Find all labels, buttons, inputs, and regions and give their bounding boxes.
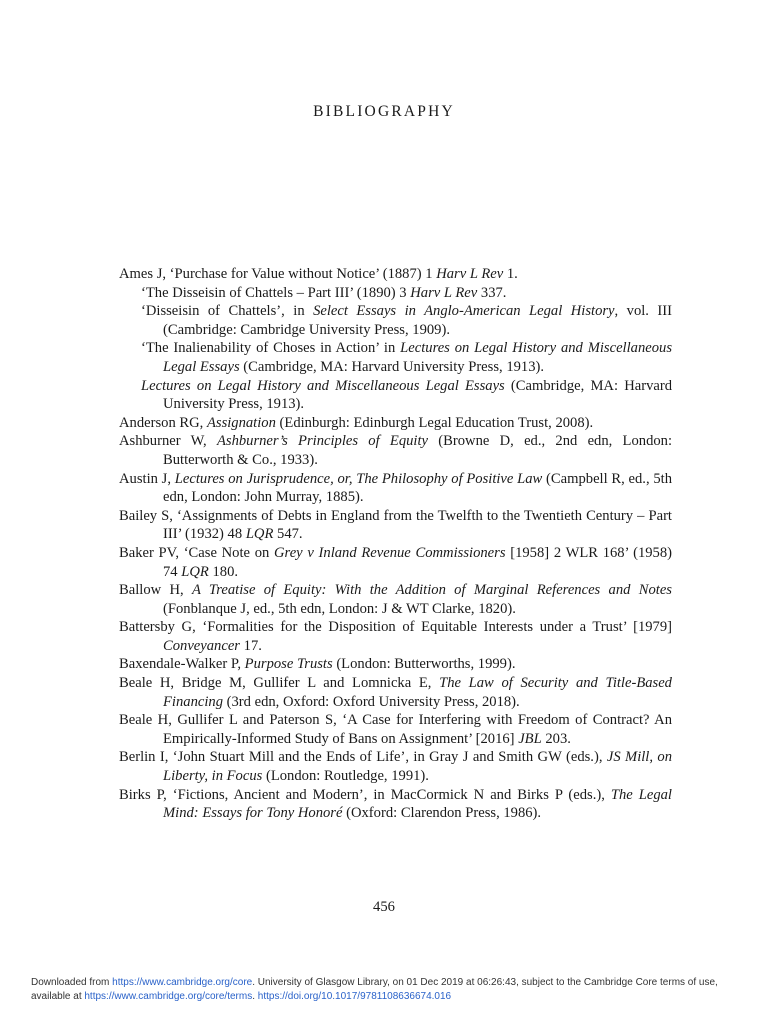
entry-text: 1. — [503, 266, 518, 282]
entry-text: ‘The Inalienability of Choses in Action’ in — [141, 340, 401, 357]
bibliography-entry — [119, 655, 672, 674]
entry-italic-text: JS Mill, on Liberty, in Focus — [163, 749, 673, 785]
entry-text: Ballow H, — [119, 582, 192, 599]
bibliography-sub-entry — [119, 284, 672, 303]
entry-text: (Oxford: Clarendon Press, 1986). — [342, 805, 542, 822]
entry-italic-text: LQR — [181, 563, 209, 580]
entry-text: Battersby G, ‘Formalities for the Disposition of Equitable Interests under a Trust’ [1979] — [119, 619, 672, 636]
entry-text: Beale H, Gullifer L and Paterson S, ‘A Case for Interfering with Freedom of Contract? An Empirically-Informed Study of Bans on Assignment’ [2016] — [119, 712, 672, 747]
footer-prefix-text: Downloaded from — [31, 977, 113, 988]
entry-italic-text: Harv L Rev — [410, 284, 478, 301]
bibliography-entry — [119, 544, 672, 581]
bibliography-list — [119, 265, 672, 823]
entry-italic-text: JBL — [518, 730, 542, 747]
bibliography-entry — [119, 265, 672, 284]
entry-text: ‘The Disseisin of Chattels – Part III’ (1890) 3 — [141, 284, 411, 301]
entry-text: 180. — [208, 563, 239, 580]
bibliography-entry — [119, 618, 672, 655]
entry-text: Birks P, ‘Fictions, Ancient and Modern’, in MacCormick N and Birks P (eds.), — [119, 786, 611, 803]
entry-text: Ashburner W, — [119, 433, 217, 450]
entry-text: (Cambridge, MA: Harvard University Press, 1913). — [163, 377, 672, 413]
entry-italic-text: The Law of Security and Title-Based Financing — [163, 675, 672, 710]
bibliography-sub-entry — [119, 377, 672, 414]
bibliography-entry — [119, 470, 672, 507]
entry-text: (Edinburgh: Edinburgh Legal Education Trust, 2008). — [275, 414, 594, 431]
entry-text: Berlin I, ‘John Stuart Mill and the Ends of Life’, in Gray J and Smith GW (eds.), — [119, 749, 607, 766]
entry-italic-text: Conveyancer — [163, 637, 240, 654]
entry-text: (3rd edn, Oxford: Oxford University Press, 2018). — [223, 693, 520, 710]
entry-text: Bailey S, ‘Assignments of Debts in England from the Twelfth to the Twentieth Century – Part III’ (1932) 48 — [119, 507, 672, 543]
footer-separator: . — [252, 990, 258, 1002]
bibliography-entry — [119, 748, 672, 785]
entry-text: (London: Routledge, 1991). — [262, 768, 429, 785]
entry-italic-text: Ashburner’s Principles of Equity — [216, 433, 429, 450]
bibliography-entry — [119, 507, 672, 544]
bibliography-entry — [119, 414, 672, 433]
entry-text: Ames J, ‘Purchase for Value without Notice’ (1887) 1 — [119, 266, 437, 282]
download-notice — [31, 976, 751, 1003]
entry-text: (Browne D, ed., 2nd edn, London: Butterworth & Co., 1933). — [163, 433, 673, 468]
page-number: 456 — [373, 899, 395, 915]
entry-text: (Campbell R, ed., 5th edn, London: John Murray, 1885). — [163, 470, 673, 506]
entry-italic-text: A Treatise of Equity: With the Addition of Marginal References and Notes — [191, 582, 672, 599]
entry-text: , vol. III (Cambridge: Cambridge University Press, 1909). — [163, 303, 672, 338]
entry-text: (Cambridge, MA: Harvard University Press, 1913). — [239, 358, 545, 375]
entry-text: 203. — [541, 730, 571, 747]
bibliography-sub-entry — [119, 339, 672, 376]
entry-text: (London: Butterworths, 1999). — [332, 656, 516, 673]
bibliography-entry — [119, 786, 672, 823]
bibliography-entry — [119, 432, 672, 469]
entry-italic-text: Purpose Trusts — [244, 656, 333, 673]
entry-text: Austin J, — [119, 470, 175, 487]
entry-text: [1958] 2 WLR 168’ (1958) 74 — [163, 544, 672, 580]
entry-italic-text: Select Essays in Anglo-American Legal History — [313, 303, 615, 320]
entry-italic-text: Assignation — [206, 414, 276, 431]
core-link[interactable]: https://www.cambridge.org/core — [112, 977, 253, 988]
page-title: BIBLIOGRAPHY — [313, 103, 455, 120]
entry-italic-text: The Legal Mind: Essays for Tony Honoré — [163, 786, 672, 822]
bibliography-sub-entry — [119, 302, 672, 339]
entry-text: 17. — [240, 637, 262, 654]
entry-text: (Fonblanque J, ed., 5th edn, London: J & WT Clarke, 1820). — [163, 600, 516, 617]
entry-text: Beale H, Bridge M, Gullifer L and Lomnicka E, — [119, 675, 440, 692]
entry-italic-text: Lectures on Jurisprudence, or, The Philosophy of Positive Law — [174, 470, 543, 487]
entry-italic-text: Harv L Rev — [436, 266, 504, 282]
entry-text: Baxendale-Walker P, — [119, 656, 245, 673]
bibliography-entry — [119, 674, 672, 711]
doi-link[interactable]: https://doi.org/10.1017/9781108636674.016 — [257, 990, 452, 1002]
entry-italic-text: LQR — [245, 526, 274, 543]
bibliography-entry — [119, 581, 672, 618]
entry-italic-text: Lectures on Legal History and Miscellaneous Legal Essays — [163, 340, 672, 375]
entry-italic-text: Grey v Inland Revenue Commissioners — [274, 544, 506, 561]
entry-text: 337. — [477, 284, 507, 301]
entry-text: ‘Disseisin of Chattels’, in — [141, 303, 314, 320]
footer-middle-text: . University of Glasgow Library, on 01 Dec 2019 at 06:26:43, subject to the Cambridge Core terms of use, available at — [31, 977, 718, 1002]
entry-text: Anderson RG, — [119, 414, 207, 431]
terms-link[interactable]: https://www.cambridge.org/core/terms — [84, 990, 253, 1002]
entry-text: 547. — [273, 526, 303, 543]
entry-text: Baker PV, ‘Case Note on — [119, 544, 275, 561]
bibliography-entry — [119, 711, 672, 748]
entry-italic-text: Lectures on Legal History and Miscellaneous Legal Essays — [141, 377, 505, 394]
